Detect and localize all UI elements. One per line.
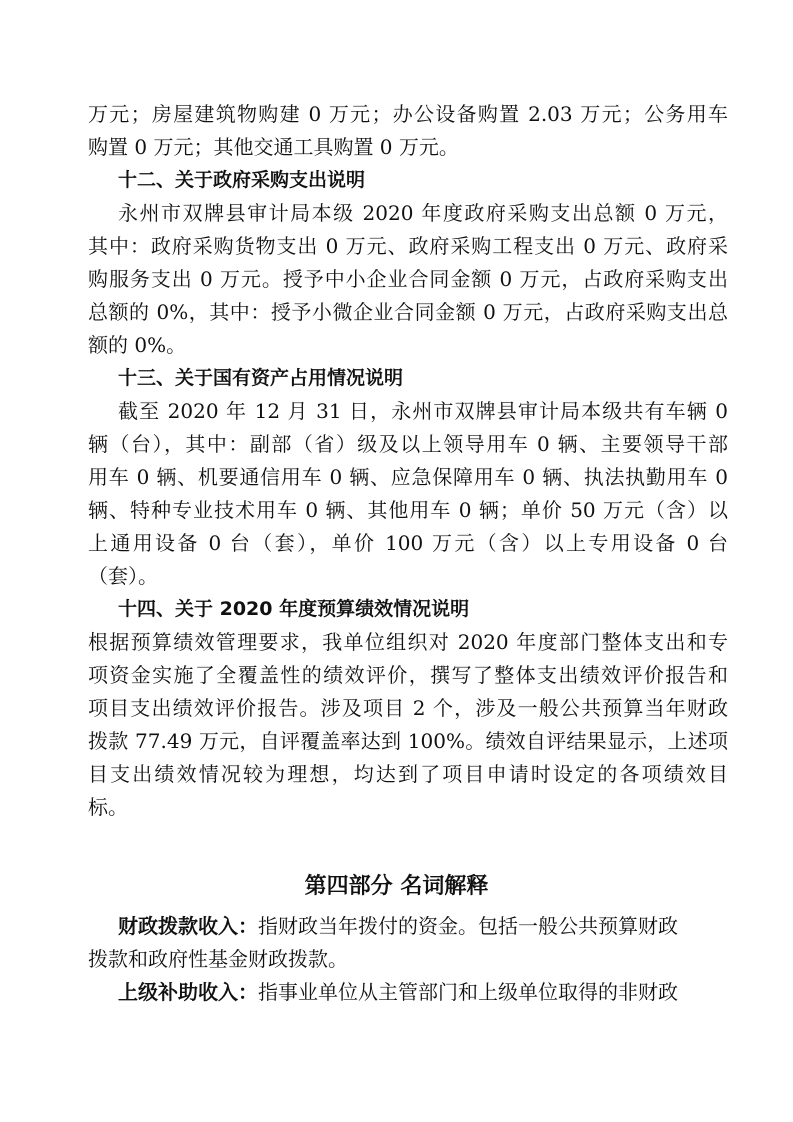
text-line: 拨款和政府性基金财政拨款。 (88, 947, 348, 971)
text-line: 总额的 0%，其中：授予小微企业合同金额 0 万元，占政府采购支出总 (88, 300, 728, 324)
section-heading-12: 十二、关于政府采购支出说明 (118, 169, 366, 191)
text-line: 其中：政府采购货物支出 0 万元、政府采购工程支出 0 万元、政府采 (88, 234, 728, 258)
text-line: 项资金实施了全覆盖性的绩效评价，撰写了整体支出绩效评价报告和 (88, 663, 728, 687)
text-line: 截至 2020 年 12 月 31 日，永州市双牌县审计局本级共有车辆 0 (118, 399, 728, 423)
definition-text: 指财政当年拨付的资金。包括一般公共预算财政 (258, 914, 678, 938)
definition-text: 指事业单位从主管部门和上级单位取得的非财政 (258, 980, 678, 1004)
text-line: 永州市双牌县审计局本级 2020 年度政府采购支出总额 0 万元， (118, 201, 728, 225)
definition-term: 财政拨款收入： (118, 914, 258, 938)
section-heading-13: 十三、关于国有资产占用情况说明 (118, 367, 404, 389)
text-line: 用车 0 辆、机要通信用车 0 辆、应急保障用车 0 辆、执法执勤用车 0 (88, 465, 728, 489)
text-line: 上通用设备 0 台（套），单价 100 万元（含）以上专用设备 0 台 (88, 531, 728, 555)
text-line: 购置 0 万元；其他交通工具购置 0 万元。 (88, 135, 459, 159)
text-line: 额的 0%。 (88, 333, 187, 357)
text-line: 标。 (88, 795, 128, 819)
part-four-title: 第四部分 名词解释 (304, 874, 489, 899)
definition-term: 上级补助收入： (118, 980, 258, 1004)
definition-superior-subsidy (118, 978, 728, 1006)
text-line: 辆（台），其中：副部（省）级及以上领导用车 0 辆、主要领导干部 (88, 432, 728, 456)
text-line: 根据预算绩效管理要求，我单位组织对 2020 年度部门整体支出和专 (88, 630, 728, 654)
text-line: 购服务支出 0 万元。授予中小企业合同金额 0 万元，占政府采购支出 (88, 267, 728, 291)
text-line: 拨款 77.49 万元，自评覆盖率达到 100%。绩效自评结果显示，上述项 (88, 729, 728, 753)
text-line: 万元；房屋建筑物购建 0 万元；办公设备购置 2.03 万元；公务用车 (88, 102, 728, 126)
text-line: 目支出绩效情况较为理想，均达到了项目申请时设定的各项绩效目 (88, 762, 728, 786)
section-heading-14: 十四、关于 2020 年度预算绩效情况说明 (118, 598, 470, 620)
text-line: （套）。 (88, 564, 158, 588)
text-line: 项目支出绩效评价报告。涉及项目 2 个，涉及一般公共预算当年财政 (88, 696, 728, 720)
definition-fiscal-appropriation (118, 912, 728, 940)
text-line: 辆、特种专业技术用车 0 辆、其他用车 0 辆；单价 50 万元（含）以 (88, 498, 728, 522)
